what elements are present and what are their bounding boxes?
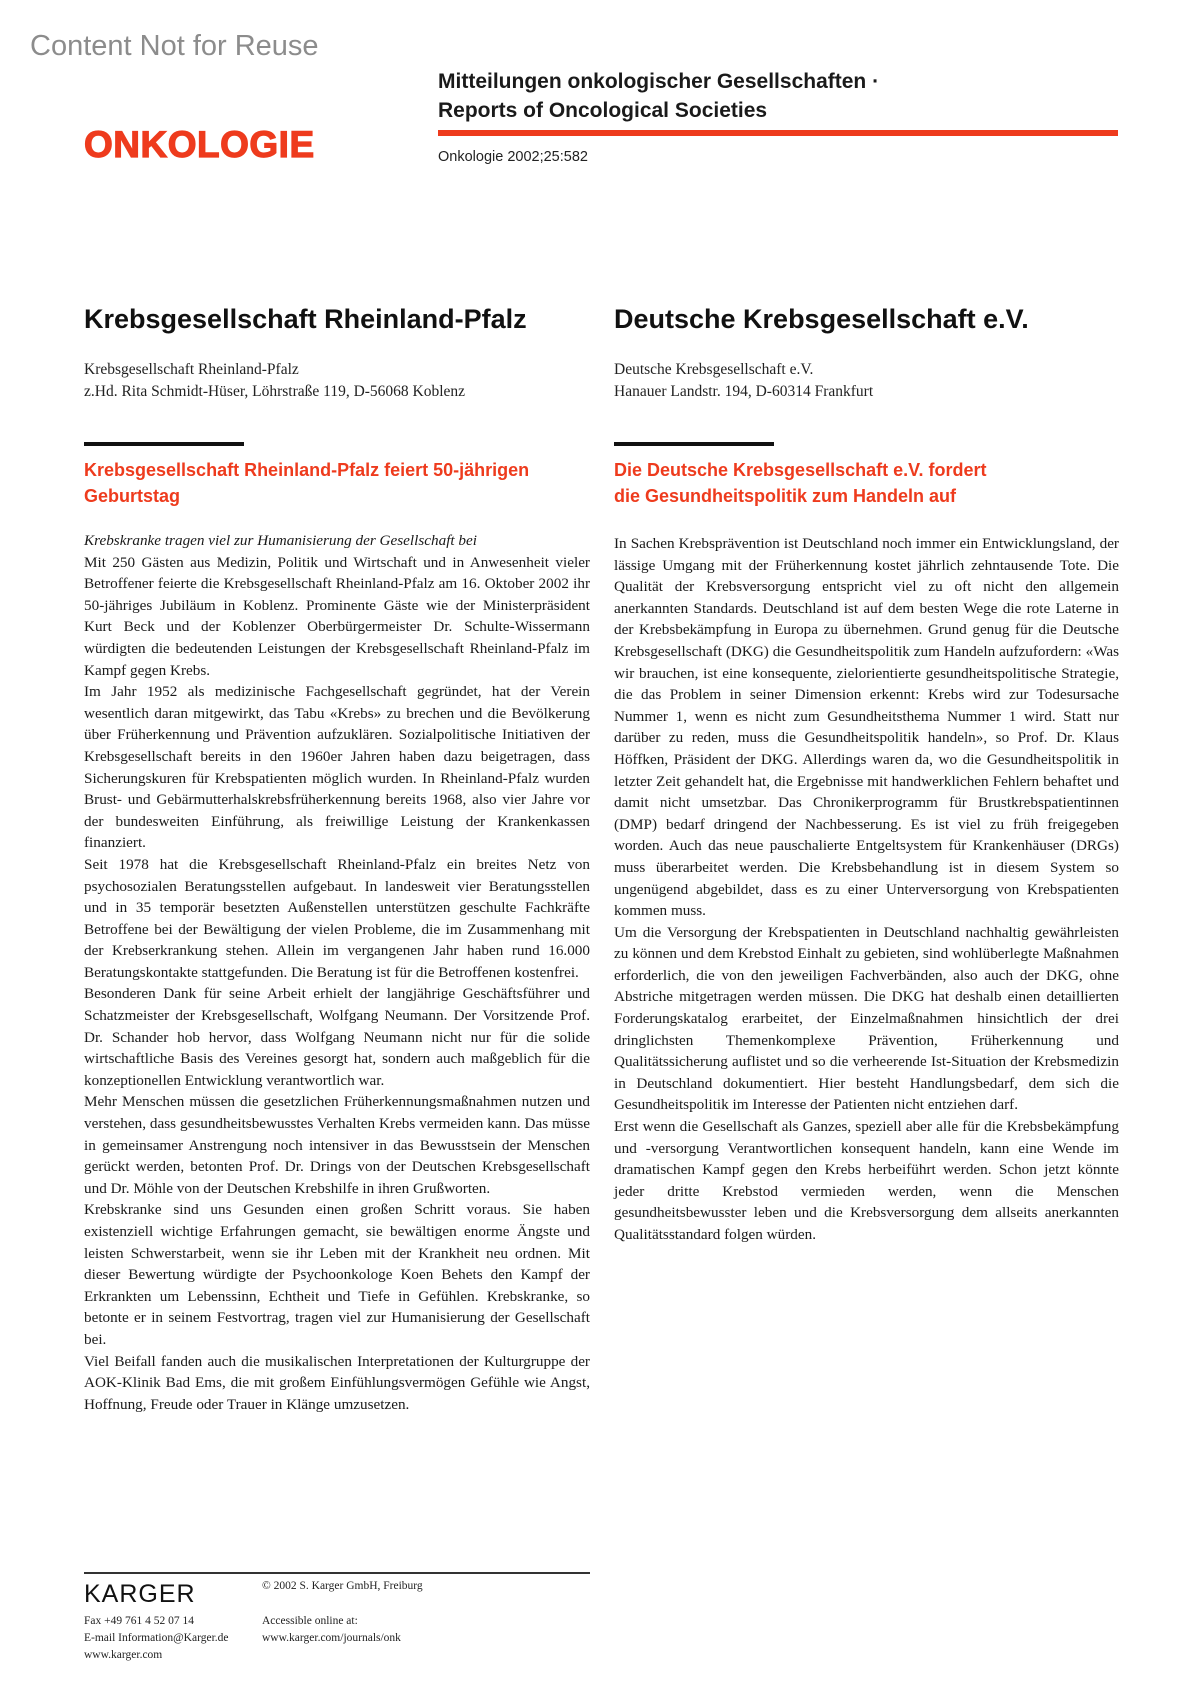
article-title-right [614, 457, 1119, 509]
online-access [262, 1613, 401, 1647]
article-title-line: die Gesundheitspolitik zum Handeln auf [614, 486, 957, 506]
article-title-line: Geburtstag [84, 486, 181, 506]
address-line: Hanauer Landstr. 194, D-60314 Frankfurt [614, 383, 874, 400]
section-title-de: Mitteilungen onkologischer Gesellschaften · [438, 70, 880, 93]
watermark: Content Not for Reuse [30, 30, 319, 62]
divider-left [84, 442, 244, 446]
paragraph: In Sachen Krebsprävention ist Deutschland noch immer ein Entwicklungsland, der lässige Umgang mit der Früherkennung kostet jährlich zehntausende Tote. Die Qualität der Krebsversorgung entspricht viel zu oft nicht den allgemein anerkannten Standards. Deutschland ist auf dem besten Wege die rote Laterne in der Krebsbekämpfung in Europa zu übernehmen. Grund genug für die Deutsche Krebsgesellschaft (DKG) die Gesundheitspolitik zum Handeln aufzufordern: «Was wir brauchen, ist eine konsequente, zielorientierte gesundheitspolitische Strategie, die das Problem in seiner Dimension erkennt: Krebs wird zur Todesursache Nummer 1, wenn es nicht zum Gesundheitsthema Nummer 1 wird. Statt nur darüber zu reden, muss die Gesundheitspolitik handeln», so Prof. Dr. Klaus Höffken, Präsident der DKG. Allerdings waren da, wo die Gesundheitspolitik in letzter Zeit gehandelt hat, die Ergebnisse mit handwerklichen Fehlern behaftet und damit nicht umsetzbar. Das Chronikerprogramm für Brustkrebspatientinnen (DMP) bedarf dringend der Nachbesserung. Es ist viel zu früh freigegeben worden. Auch das neue pauschalierte Entgeltsystem für Krankenhäuser (DRGs) muss überarbeitet werden. Die Krebsbehandlung ist in diesem System so ungenügend abgebildet, dass es zu einer Unterversorgung von Krebspatienten kommen muss. [614, 535, 1119, 920]
fax: Fax +49 761 4 52 07 14 [84, 1615, 194, 1627]
paragraph: Besonderen Dank für seine Arbeit erhielt der langjährige Geschäftsführer und Schatzmeister der Krebsgesellschaft, Wolfgang Neumann. Der Vorsitzende Prof. Dr. Schander hob hervor, dass Wolfgang Neumann nicht nur für die solide wirtschaftliche Basis des Vereines gesorgt hat, sondern auch maßgeblich für die konzeptionellen Entwicklung verantwortlich war. [84, 985, 590, 1089]
paragraph: Um die Versorgung der Krebspatienten in Deutschland nachhaltig gewährleisten zu können und dem Krebstod Einhalt zu gebieten, sind wohlüberlegte Maßnahmen erforderlich, die von den jeweiligen Fachverbänden, also auch der DKG, ohne Abstriche mitgetragen werden müssen. Die DKG hat deshalb einen detaillierten Forderungskatalog erarbeitet, der Einzelmaßnahmen hinsichtlich der drei dringlichsten Themenkomplexe Prävention, Früherkennung und Qualitätssicherung auflistet und so die verheerende Ist-Situation der Krebsmedizin in Deutschland dokumentiert. Hier besteht Handlungsbedarf, dem sich die Gesundheitspolitik im Interesse der Patienten nicht entziehen darf. [614, 923, 1119, 1114]
society-heading-right: Deutsche Krebsgesellschaft e.V. [614, 304, 1029, 334]
paragraph: Viel Beifall fanden auch die musikalischen Interpretationen der Kulturgruppe der AOK-Klinik Bad Ems, die mit großem Einfühlungsvermögen Gefühle wie Angst, Hoffnung, Freude oder Trauer in Klänge umzusetzen. [84, 1352, 590, 1413]
article-lead: Krebskranke tragen viel zur Humanisierung der Gesellschaft bei [84, 532, 477, 549]
address-right [614, 359, 873, 403]
address-line: Deutsche Krebsgesellschaft e.V. [614, 361, 814, 378]
section-title-en: Reports of Oncological Societies [438, 99, 768, 122]
article-body-right [614, 533, 1119, 1246]
article-body-left [84, 530, 590, 1415]
divider-right [614, 442, 774, 446]
copyright: © 2002 S. Karger GmbH, Freiburg [262, 1580, 423, 1592]
address-line: Krebsgesellschaft Rheinland-Pfalz [84, 361, 299, 378]
publisher-logo: KARGER [84, 1580, 196, 1608]
article-title-line: Krebsgesellschaft Rheinland-Pfalz feiert 50-jährigen [84, 460, 530, 480]
header-rule [438, 130, 1118, 136]
online-label: Accessible online at: [262, 1615, 358, 1627]
email-link[interactable]: E-mail Information@Karger.de [84, 1632, 229, 1644]
paragraph: Krebskranke sind uns Gesunden einen großen Schritt voraus. Sie haben existenziell wichtige Erfahrungen gemacht, sie bewältigen enorme Ängste und leisten Schwerstarbeit, wenn sie ihr Leben mit der Krankheit neu ordnen. Mit dieser Bewertung würdigte der Psychoonkologe Koen Behets den Kampf der Erkrankten um Lebenssinn, Echtheit und Tiefe in Gefühlen. Krebskranke, so betonte er in seinem Festvortrag, tragen viel zur Humanisierung der Gesellschaft bei. [84, 1201, 590, 1348]
society-heading-left: Krebsgesellschaft Rheinland-Pfalz [84, 304, 527, 334]
paragraph: Erst wenn die Gesellschaft als Ganzes, speziell aber alle für die Krebsbekämpfung und -versorgung Verantwortlichen konsequent handeln, kann eine Wende im dramatischen Kampf gegen den Krebs herbeiführt werden. Schon jetzt könnte jeder dritte Krebstod vermieden werden, wenn die Menschen gesundheitsbewusster leben und die Krebsversorgung dem allseits anerkannten Qualitätsstandard folgen würden. [614, 1118, 1119, 1243]
citation: Onkologie 2002;25:582 [438, 149, 588, 165]
publisher-contact [84, 1613, 229, 1664]
website-link[interactable]: www.karger.com [84, 1649, 163, 1661]
article-title-left [84, 457, 590, 509]
footer-rule [84, 1572, 590, 1574]
paragraph: Im Jahr 1952 als medizinische Fachgesellschaft gegründet, hat der Verein wesentlich daran mitgewirkt, das Tabu «Krebs» zu brechen und die Bevölkerung über Früherkennung und Prävention aufzuklären. Sozialpolitische Initiativen der Krebsgesellschaft bereits in den 1960er Jahren haben dazu beigetragen, dass Sicherungskuren für Krebspatienten möglich wurden. In Rheinland-Pfalz wurden Brust- und Gebärmutterhalskrebsfrüherkennung bereits 1968, also vier Jahre vor der bundesweiten Einführung, als freiwillige Leistung der Krankenkassen finanziert. [84, 683, 590, 852]
journal-logo: ONKOLOGIE [84, 124, 315, 165]
paragraph: Mehr Menschen müssen die gesetzlichen Früherkennungsmaßnahmen nutzen und verstehen, dass gesundheitsbewusstes Verhalten Krebs vermeiden kann. Das müsse in gemeinsamer Anstrengung noch intensiver in das Bewusstsein der Menschen gerückt werden, betonten Prof. Dr. Drings von der Deutschen Krebsgesellschaft und Dr. Möhle von der Deutschen Krebshilfe in ihren Grußworten. [84, 1093, 590, 1197]
address-left [84, 359, 465, 403]
journal-url-link[interactable]: www.karger.com/journals/onk [262, 1632, 401, 1644]
section-header [438, 67, 879, 125]
address-line: z.Hd. Rita Schmidt-Hüser, Löhrstraße 119, D-56068 Koblenz [84, 383, 466, 400]
paragraph: Seit 1978 hat die Krebsgesellschaft Rheinland-Pfalz ein breites Netz von psychosozialen Beratungsstellen aufgebaut. In landesweit vier Beratungsstellen und in 35 temporär besetzten Außenstellen unterstützen geschulte Fachkräfte Betroffene bei der Bewältigung der vielen Probleme, die im Zusammenhang mit der Krebserkrankung stehen. Allein im vergangenen Jahr haben rund 16.000 Beratungskontakte stattgefunden. Die Beratung ist für die Betroffenen kostenfrei. [84, 855, 590, 981]
article-title-line: Die Deutsche Krebsgesellschaft e.V. fordert [614, 460, 987, 480]
paragraph: Mit 250 Gästen aus Medizin, Politik und Wirtschaft und in Anwesenheit vieler Betroffener feierte die Krebsgesellschaft Rheinland-Pfalz am 16. Oktober 2002 ihr 50-jähriges Jubiläum in Koblenz. Prominente Gäste wie der Ministerpräsident Kurt Beck und der Koblenzer Oberbürgermeister Dr. Schulte-Wissermann würdigten die bedeutenden Leistungen der Krebsgesellschaft Rheinland-Pfalz im Kampf gegen Krebs. [84, 553, 590, 679]
